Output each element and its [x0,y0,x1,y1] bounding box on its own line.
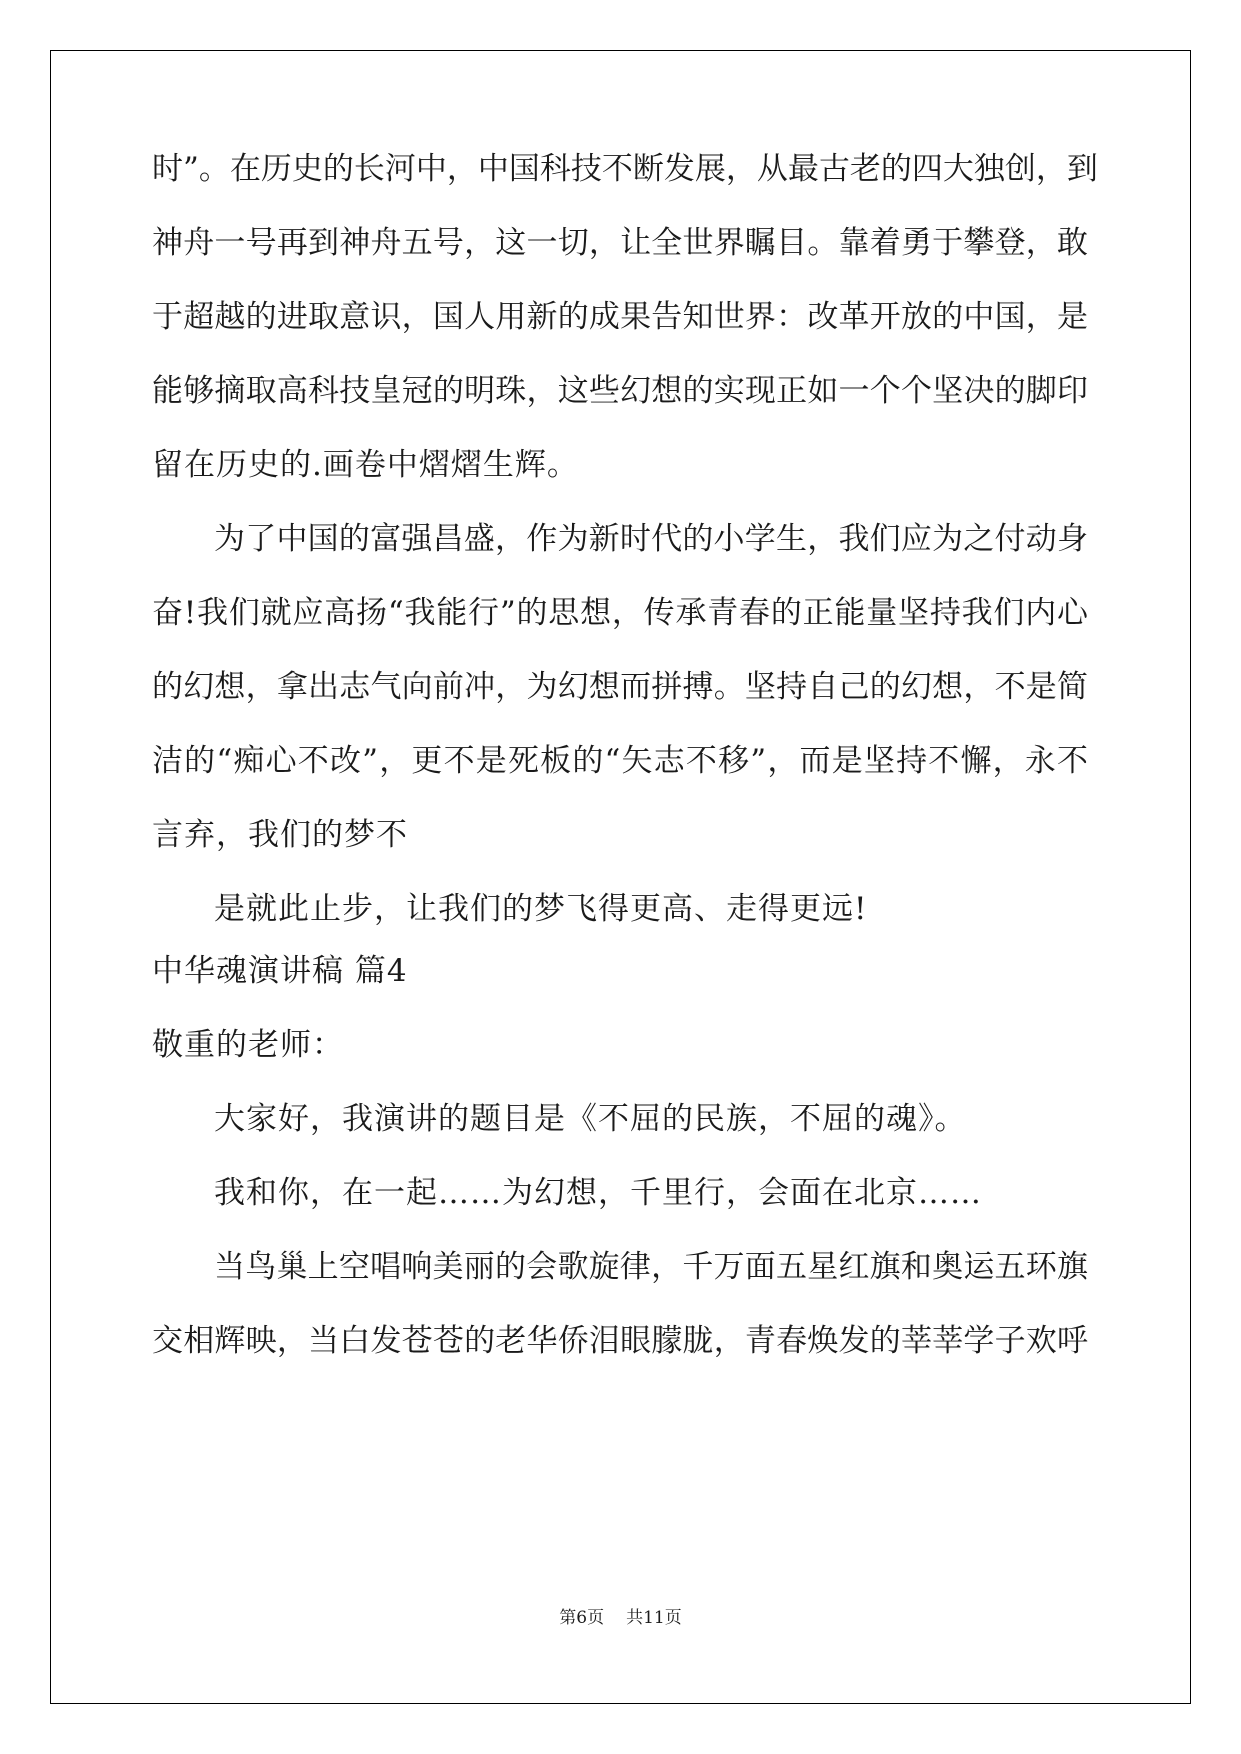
body-line-4: 能够摘取高科技皇冠的明珠，这些幻想的实现正如一个个坚决的脚印 [152,373,1088,409]
body-line-7: 奋!我们就应高扬“我能行”的思想，传承青春的正能量坚持我们内心 [152,595,1088,631]
body-line-8: 的幻想，拿出志气向前冲，为幻想而拼搏。坚持自己的幻想，不是简 [152,669,1088,705]
body-line-6: 为了中国的富强昌盛，作为新时代的小学生，我们应为之付动身 [214,521,1088,557]
body-line-1: 时”。在历史的长河中，中国科技不断发展，从最古老的四大独创，到 [152,151,1098,187]
body-line-16: 当鸟巢上空唱响美丽的会歌旋律，千万面五星红旗和奥运五环旗 [214,1249,1088,1285]
body-line-14: 大家好，我演讲的题目是《不屈的民族，不屈的魂》。 [214,1101,967,1137]
body-line-3: 于超越的进取意识，国人用新的成果告知世界：改革开放的中国，是 [152,299,1088,335]
body-line-9: 洁的“痴心不改”，更不是死板的“矢志不移”，而是坚持不懈，永不 [152,743,1088,779]
body-line-15: 我和你，在一起……为幻想，千里行，会面在北京…… [214,1175,982,1211]
page-number-total: 共11页 [626,1608,682,1628]
page-number-current: 第6页 [559,1608,605,1628]
body-line-10: 言弃，我们的梦不 [152,817,408,853]
body-line-2: 神舟一号再到神舟五号，这一切，让全世界瞩目。靠着勇于攀登，敢 [152,225,1088,261]
body-line-17: 交相辉映，当白发苍苍的老华侨泪眼朦胧，青春焕发的莘莘学子欢呼 [152,1323,1088,1359]
body-line-11: 是就此止步，让我们的梦飞得更高、走得更远! [214,891,868,927]
salutation: 敬重的老师： [152,1027,344,1063]
section-heading: 中华魂演讲稿 篇4 [152,953,408,989]
body-line-5: 留在历史的.画卷中熠熠生辉。 [152,447,579,483]
page-footer [0,1607,1241,1629]
